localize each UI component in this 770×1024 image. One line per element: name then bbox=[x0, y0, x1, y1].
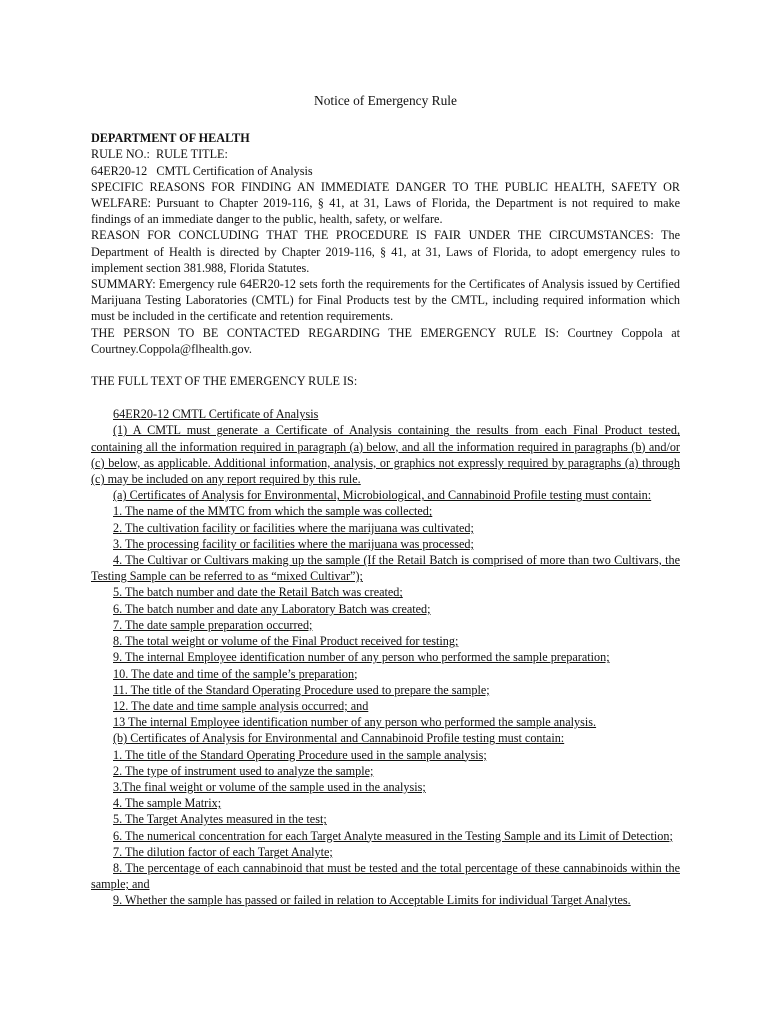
section-b-item: 4. The sample Matrix; bbox=[113, 796, 222, 811]
spacer bbox=[91, 357, 680, 373]
section-b-item: 3.The final weight or volume of the sample used in the analysis; bbox=[113, 779, 426, 794]
section-a-item: 10. The date and time of the sample’s preparation; bbox=[113, 666, 358, 681]
rule-header bbox=[91, 130, 680, 357]
section-a-item: 8. The total weight or volume of the Final Product received for testing; bbox=[113, 634, 459, 649]
section-b-item: 5. The Target Analytes measured in the test; bbox=[113, 812, 327, 827]
section-a-item: 3. The processing facility or facilities where the marijuana was processed; bbox=[113, 536, 474, 551]
specific-reasons: SPECIFIC REASONS FOR FINDING AN IMMEDIATE DANGER TO THE PUBLIC HEALTH, SAFETY OR WELFARE: Pursuant to Chapter 2019-116, § 41, at 31, Laws of Florida, the Department is not required to make findings of an immediate danger to the public, health, safety, or welfare. bbox=[91, 179, 680, 227]
rule-id-line: 64ER20-12 CMTL Certification of Analysis bbox=[91, 163, 313, 178]
section-b-item: 1. The title of the Standard Operating Procedure used in the sample analysis; bbox=[113, 747, 487, 762]
section-a-item: 11. The title of the Standard Operating Procedure used to prepare the sample; bbox=[113, 682, 490, 697]
section-a-item: 9. The internal Employee identification number of any person who performed the sample preparation; bbox=[113, 650, 610, 665]
section-b-item: 9. Whether the sample has passed or failed in relation to Acceptable Limits for individual Target Analytes. bbox=[113, 893, 631, 908]
section-b-item: 7. The dilution factor of each Target Analyte; bbox=[113, 844, 333, 859]
rule-heading: 64ER20-12 CMTL Certificate of Analysis bbox=[113, 407, 319, 422]
section-a-item: 4. The Cultivar or Cultivars making up the sample (If the Retail Batch is comprised of more than two Cultivars, the Testing Sample can be referred to as “mixed Cultivar”); bbox=[91, 553, 680, 584]
reason-fair: REASON FOR CONCLUDING THAT THE PROCEDURE IS FAIR UNDER THE CIRCUMSTANCES: The Department of Health is directed by Chapter 2019-116, § 41, at 31, Laws of Florida, to adopt emergency rules to implement section 381.988, Florida Statutes. bbox=[91, 228, 680, 275]
section-a-item: 13 The internal Employee identification number of any person who performed the sample analysis. bbox=[113, 715, 597, 730]
section-a-item: 7. The date sample preparation occurred; bbox=[113, 617, 313, 632]
summary: SUMMARY: Emergency rule 64ER20-12 sets forth the requirements for the Certificates of Analysis issued by Certified Marijuana Testing Laboratories (CMTL) for Final Products test by the CMTL, including required information which must be included in the certificate and retention requirements. bbox=[91, 277, 680, 324]
section-a-item: 12. The date and time sample analysis occurred; and bbox=[113, 698, 369, 713]
section-a-item: 1. The name of the MMTC from which the sample was collected; bbox=[113, 504, 433, 519]
rule-full-text bbox=[91, 406, 680, 908]
document-title: Notice of Emergency Rule bbox=[314, 93, 457, 108]
section-b-item: 2. The type of instrument used to analyze the sample; bbox=[113, 763, 374, 778]
contact-info: THE PERSON TO BE CONTACTED REGARDING THE EMERGENCY RULE IS: Courtney Coppola at Courtney.Coppola@flhealth.gov. bbox=[91, 325, 680, 356]
section-a-item: 5. The batch number and date the Retail Batch was created; bbox=[113, 585, 403, 600]
rule-no-line: RULE NO.: RULE TITLE: bbox=[91, 147, 228, 162]
section-a-heading: (a) Certificates of Analysis for Environmental, Microbiological, and Cannabinoid Profile testing must contain: bbox=[113, 488, 652, 503]
document-page bbox=[91, 93, 680, 909]
full-text-heading: THE FULL TEXT OF THE EMERGENCY RULE IS: bbox=[91, 374, 358, 389]
department-name: DEPARTMENT OF HEALTH bbox=[91, 131, 250, 146]
paragraph-1: (1) A CMTL must generate a Certificate of Analysis containing the results from each Final Product tested, containing all the information required in paragraph (a) below, and all the information required in paragraphs (b) and/or (c) below, as applicable. Additional information, analysis, or graphics not expressly required by paragraphs (a) through (c) may be included on any report required by this rule. bbox=[91, 423, 680, 487]
section-a-item: 2. The cultivation facility or facilities where the marijuana was cultivated; bbox=[113, 520, 474, 535]
section-b-item: 6. The numerical concentration for each Target Analyte measured in the Testing Sample and its Limit of Detection; bbox=[113, 828, 673, 843]
section-a-item: 6. The batch number and date any Laboratory Batch was created; bbox=[113, 601, 431, 616]
section-b-heading: (b) Certificates of Analysis for Environmental and Cannabinoid Profile testing must contain: bbox=[113, 731, 565, 746]
section-b-item: 8. The percentage of each cannabinoid that must be tested and the total percentage of these cannabinoids within the sample; and bbox=[91, 860, 680, 892]
